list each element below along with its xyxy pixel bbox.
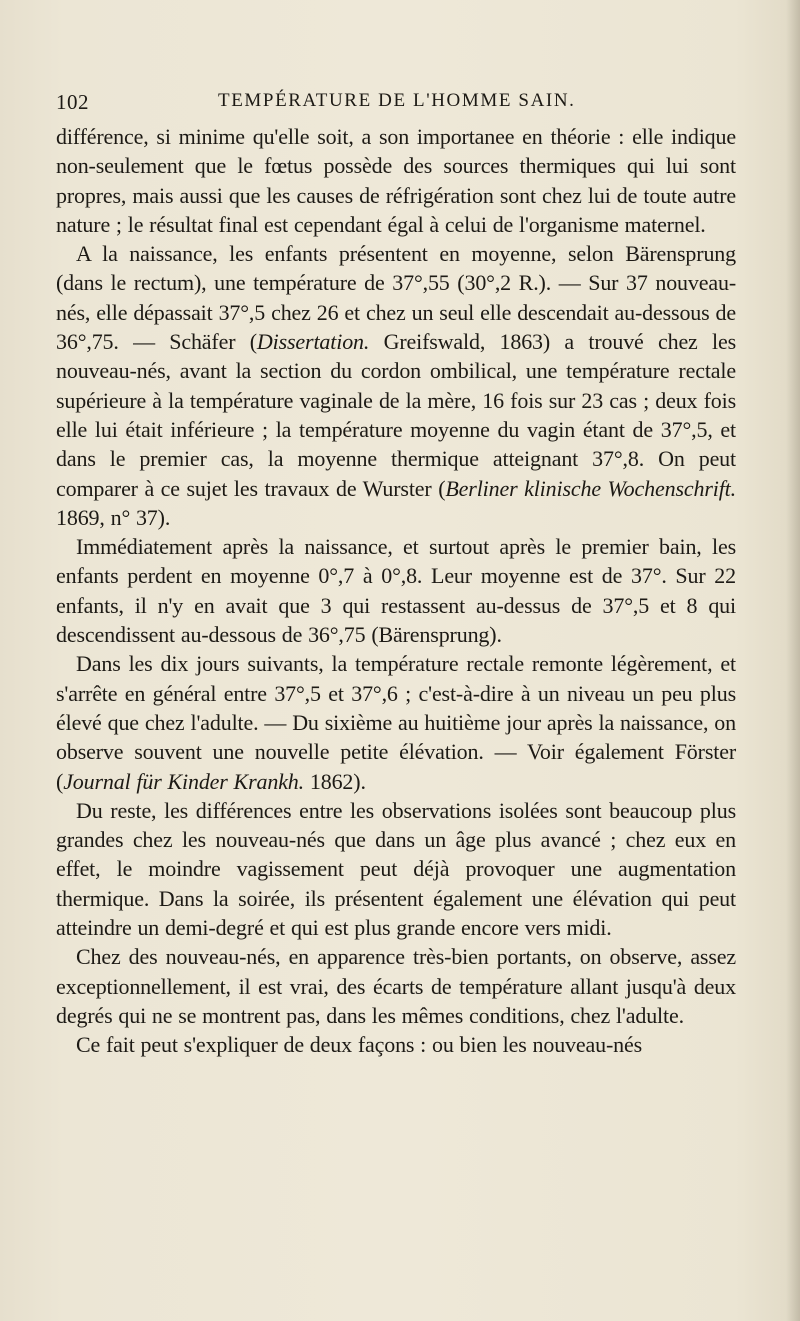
citation-title: Dissertation. bbox=[256, 329, 370, 355]
paragraph-text: 1869, n° 37). bbox=[56, 504, 171, 530]
running-title: TEMPÉRATURE DE L'HOMME SAIN. bbox=[218, 90, 576, 111]
paragraph-text: 1862). bbox=[304, 768, 366, 794]
page-number: 102 bbox=[56, 90, 89, 114]
paragraph-ten-days bbox=[56, 649, 736, 795]
citation-title: Journal für Kinder Krankh. bbox=[63, 768, 305, 794]
paragraph-text: Du reste, les différences entre les observations isolées sont beaucoup plus grandes chez les nouveau-nés que dans un âge plus avancé ; chez eux en effet, le moindre vagissement peut déjà provoquer une augmentation thermique. Dans la soirée, ils présentent également une élévation qui peut atteindre un demi-degré et qui est plus grande encore vers midi. bbox=[56, 797, 736, 941]
paragraph-birth-temperature bbox=[56, 239, 736, 532]
paragraph-text: Greifswald, 1863) a trouvé chez les nouveau-nés, avant la section du cordon ombilical, une température rectale supérieure à la température vaginale de la mère, 16 fois sur 23 cas ; deux fois elle lui était inférieure ; la température moyenne du vagin étant de 37°,5, et dans le premier cas, la moyenne thermique atteignant 37°,8. On peut comparer à ce sujet les travaux de Wurster ( bbox=[56, 329, 736, 501]
paragraph-text: Immédiatement après la naissance, et surtout après le premier bain, les enfants perdent en moyenne 0°,7 à 0°,8. Leur moyenne est de 37°. Sur 22 enfants, il n'y en avait que 3 qui restassent au-dessus de 37°,5 et 8 qui descendissent au-dessous de 36°,75 (Bärensprung). bbox=[56, 534, 736, 648]
citation-title: Berliner klinische Wochenschrift. bbox=[445, 475, 736, 501]
running-head bbox=[48, 86, 738, 116]
paragraph-explanation bbox=[56, 1030, 736, 1059]
paragraph-text: A la naissance, les enfants présentent en moyenne, selon Bärensprung (dans le rectum), une température de 37°,55 (30°,2 R.). — Sur 37 nouveau-nés, elle dépassait 37°,5 chez 26 et chez un seul elle descendait au-dessous de 36°,75. — Schäfer ( bbox=[56, 241, 736, 355]
body-text bbox=[56, 122, 736, 1060]
page-edge-shadow bbox=[786, 0, 800, 1321]
paragraph-after-birth bbox=[56, 532, 736, 649]
paragraph-text: Chez des nouveau-nés, en apparence très-bien portants, on observe, assez exceptionnellement, il est vrai, des écarts de température allant jusqu'à deux degrés qui ne se montrent pas, dans les mêmes conditions, chez l'adulte. bbox=[56, 944, 736, 1028]
paragraph-continuation bbox=[56, 122, 736, 239]
paragraph-text: Dans les dix jours suivants, la température rectale remonte légèrement, et s'arrête en général entre 37°,5 et 37°,6 ; c'est-à-dire à un niveau un peu plus élevé que chez l'adulte. — Du sixième au huitième jour après la naissance, on observe souvent une nouvelle petite élévation. — Voir également Förster ( bbox=[56, 651, 736, 794]
paragraph-differences bbox=[56, 796, 736, 942]
paragraph-deviations bbox=[56, 942, 736, 1030]
paragraph-text: Ce fait peut s'expliquer de deux façons : ou bien les nouveau-nés bbox=[76, 1032, 643, 1058]
paragraph-text: différence, si minime qu'elle soit, a son importanee en théorie : elle indique non-seulement que le fœtus possède des sources thermiques qui lui sont propres, mais aussi que les causes de réfrigération sont chez lui de toute autre nature ; le résultat final est cependant égal à celui de l'organisme maternel. bbox=[56, 124, 736, 237]
